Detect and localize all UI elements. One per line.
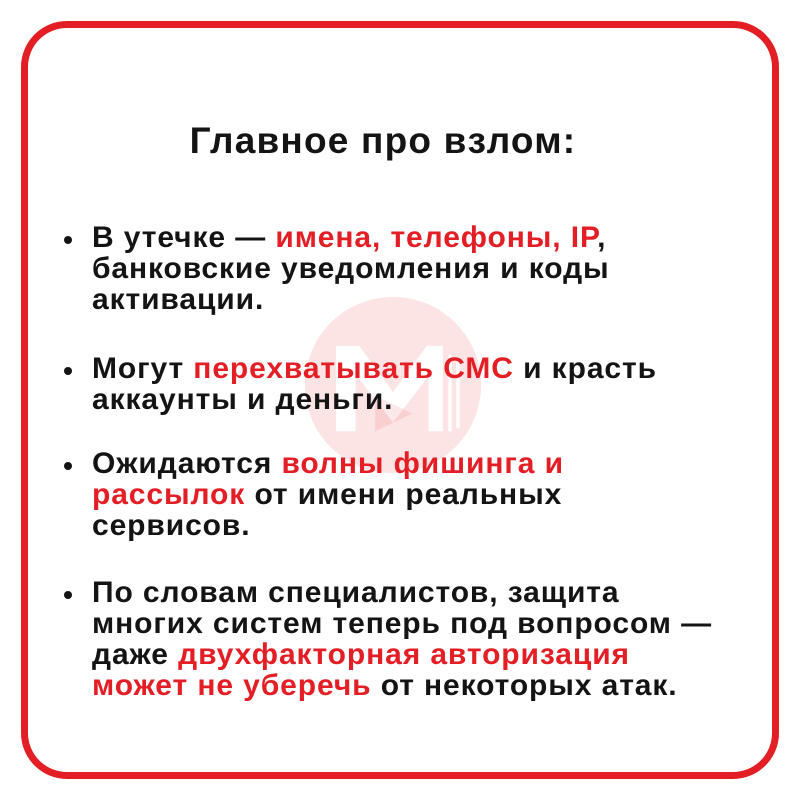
bullet-dot — [64, 236, 72, 244]
bullet-line — [92, 577, 780, 608]
text-segment: Ожидаются — [92, 447, 282, 480]
bullet-dot — [64, 462, 72, 470]
text-segment: Могут — [92, 352, 194, 385]
text-segment: даже — [92, 638, 179, 671]
bullet-list — [0, 222, 780, 701]
bullet-line — [92, 284, 780, 315]
text-segment: от некоторых атак. — [371, 669, 678, 702]
bullet-line — [92, 639, 780, 670]
bullet-line — [92, 222, 780, 253]
bullet-line — [92, 670, 780, 701]
text-segment: сервисов. — [92, 509, 251, 542]
text-segment: и красть — [513, 352, 657, 385]
bullet-item — [0, 222, 780, 315]
text-segment: банковские уведомления и коды — [92, 252, 610, 285]
text-segment: По словам специалистов, защита — [92, 576, 620, 609]
bullet-line — [92, 608, 780, 639]
bullet-dot — [64, 367, 72, 375]
text-segment: волны фишинга и — [281, 447, 564, 480]
text-segment: двухфакторная авторизация — [178, 638, 630, 671]
bullet-line — [92, 448, 780, 479]
bullet-line — [92, 510, 780, 541]
text-segment: может не уберечь — [92, 669, 372, 702]
text-segment: активации. — [92, 283, 265, 316]
text-segment: В утечке — — [92, 221, 276, 254]
text-segment: аккаунты и деньги. — [92, 383, 394, 416]
text-segment: от имени реальных — [245, 478, 563, 511]
bullet-line — [92, 253, 780, 284]
text-segment: имена, телефоны, IP — [275, 221, 598, 254]
bullet-line — [92, 384, 780, 415]
bullet-item — [0, 353, 780, 415]
bullet-item — [0, 448, 780, 541]
text-segment: , — [597, 221, 607, 254]
page-title: Главное про взлом: — [189, 120, 577, 161]
text-segment: рассылок — [92, 478, 246, 511]
bullet-item — [0, 577, 780, 701]
bullet-line — [92, 479, 780, 510]
bullet-dot — [64, 591, 72, 599]
text-segment: перехватывать СМС — [193, 352, 514, 385]
text-segment: многих систем теперь под вопросом — — [92, 607, 713, 640]
bullet-line — [92, 353, 780, 384]
